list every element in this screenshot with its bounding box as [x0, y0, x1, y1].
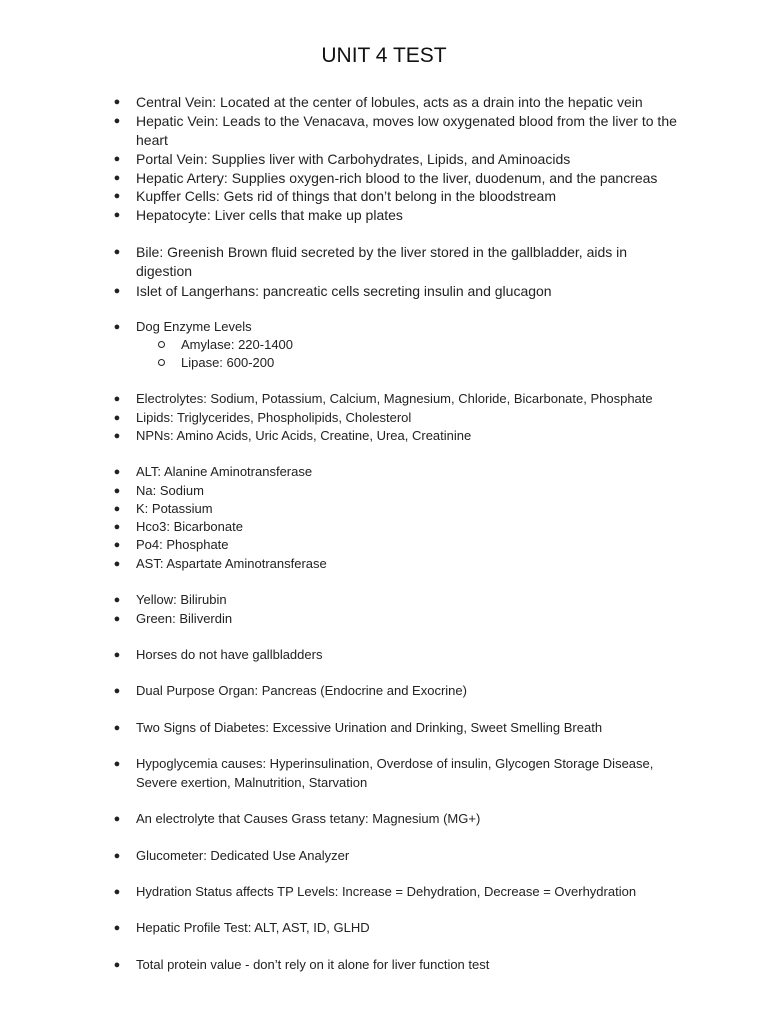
list-item: NPNs: Amino Acids, Uric Acids, Creatine, Urea, Creatinine: [136, 428, 472, 443]
bullet-icon: ●: [113, 96, 121, 108]
list-item: Hepatic Vein: Leads to the Venacava, moves low oxygenated blood from the liver to the heart: [136, 113, 677, 148]
list-item: Hypoglycemia causes: Hyperinsulination, Overdose of insulin, Glycogen Storage Disease, Severe exertion, Malnutrition, Starvation: [136, 756, 654, 790]
bullet-icon: ●: [113, 922, 121, 934]
list-item: Po4: Phosphate: [136, 537, 229, 552]
bullet-icon: ●: [113, 722, 121, 734]
bullet-icon: ●: [113, 503, 121, 515]
bullet-icon: ●: [113, 115, 121, 127]
list-item: Total protein value - don’t rely on it alone for liver function test: [136, 957, 490, 972]
bullet-icon: ●: [113, 613, 121, 625]
list-item: Yellow: Bilirubin: [136, 592, 227, 607]
list-item: Hydration Status affects TP Levels: Increase = Dehydration, Decrease = Overhydration: [136, 884, 637, 899]
list-item: Electrolytes: Sodium, Potassium, Calcium, Magnesium, Chloride, Bicarbonate, Phosphate: [136, 391, 653, 406]
sub-list-item: Lipase: 600-200: [181, 355, 275, 370]
list-item: Glucometer: Dedicated Use Analyzer: [136, 848, 350, 863]
bullet-icon: ●: [113, 321, 121, 333]
list-item: K: Potassium: [136, 501, 213, 516]
bullet-icon: ●: [113, 886, 121, 898]
bullet-icon: ●: [113, 153, 121, 165]
list-item: Hepatic Profile Test: ALT, AST, ID, GLHD: [136, 920, 370, 935]
bullet-icon: ●: [113, 594, 121, 606]
bullet-icon: ●: [113, 558, 121, 570]
list-item: An electrolyte that Causes Grass tetany: Magnesium (MG+): [136, 811, 481, 826]
list-item: ALT: Alanine Aminotransferase: [136, 464, 313, 479]
list-item: Portal Vein: Supplies liver with Carbohydrates, Lipids, and Aminoacids: [136, 151, 571, 167]
bullet-icon: ●: [113, 466, 121, 478]
bullet-icon: ●: [113, 412, 121, 424]
bullet-icon: ●: [113, 649, 121, 661]
list-item: Kupffer Cells: Gets rid of things that don’t belong in the bloodstream: [136, 188, 556, 204]
bullet-icon: ●: [113, 959, 121, 971]
list-item: Dog Enzyme Levels: [136, 319, 252, 334]
list-item: Hepatic Artery: Supplies oxygen-rich blood to the liver, duodenum, and the pancreas: [136, 170, 658, 186]
bullet-icon: ●: [113, 172, 121, 184]
bullet-icon: ●: [113, 285, 121, 297]
list-item: AST: Aspartate Aminotransferase: [136, 556, 327, 571]
bullet-icon: ●: [113, 190, 121, 202]
bullet-icon: ●: [113, 485, 121, 497]
sub-list-item: Amylase: 220-1400: [181, 337, 294, 352]
bullet-icon: ●: [113, 850, 121, 862]
bullet-icon: ●: [113, 521, 121, 533]
list-item: Lipids: Triglycerides, Phospholipids, Cholesterol: [136, 410, 412, 425]
list-item: Islet of Langerhans: pancreatic cells secreting insulin and glucagon: [136, 283, 552, 299]
list-item: Dual Purpose Organ: Pancreas (Endocrine and Exocrine): [136, 683, 467, 698]
bullet-icon: ●: [113, 209, 121, 221]
hollow-bullet-icon: [158, 336, 168, 346]
list-item: Bile: Greenish Brown fluid secreted by the liver stored in the gallbladder, aids in digestion: [136, 244, 628, 279]
page-title: UNIT 4 TEST: [321, 44, 447, 67]
list-item: Na: Sodium: [136, 483, 204, 498]
bullet-icon: ●: [113, 539, 121, 551]
list-item: Green: Biliverdin: [136, 611, 233, 626]
list-item: Hepatocyte: Liver cells that make up plates: [136, 207, 403, 223]
bullet-icon: ●: [113, 758, 121, 770]
bullet-icon: ●: [113, 813, 121, 825]
hollow-bullet-icon: [158, 354, 168, 364]
bullet-icon: ●: [113, 685, 121, 697]
bullet-icon: ●: [113, 393, 121, 405]
list-item: Horses do not have gallbladders: [136, 647, 323, 662]
bullet-icon: ●: [113, 246, 121, 258]
list-item: Two Signs of Diabetes: Excessive Urination and Drinking, Sweet Smelling Breath: [136, 720, 603, 735]
list-item: Central Vein: Located at the center of lobules, acts as a drain into the hepatic vein: [136, 94, 643, 110]
bullet-icon: ●: [113, 430, 121, 442]
list-item: Hco3: Bicarbonate: [136, 519, 243, 534]
